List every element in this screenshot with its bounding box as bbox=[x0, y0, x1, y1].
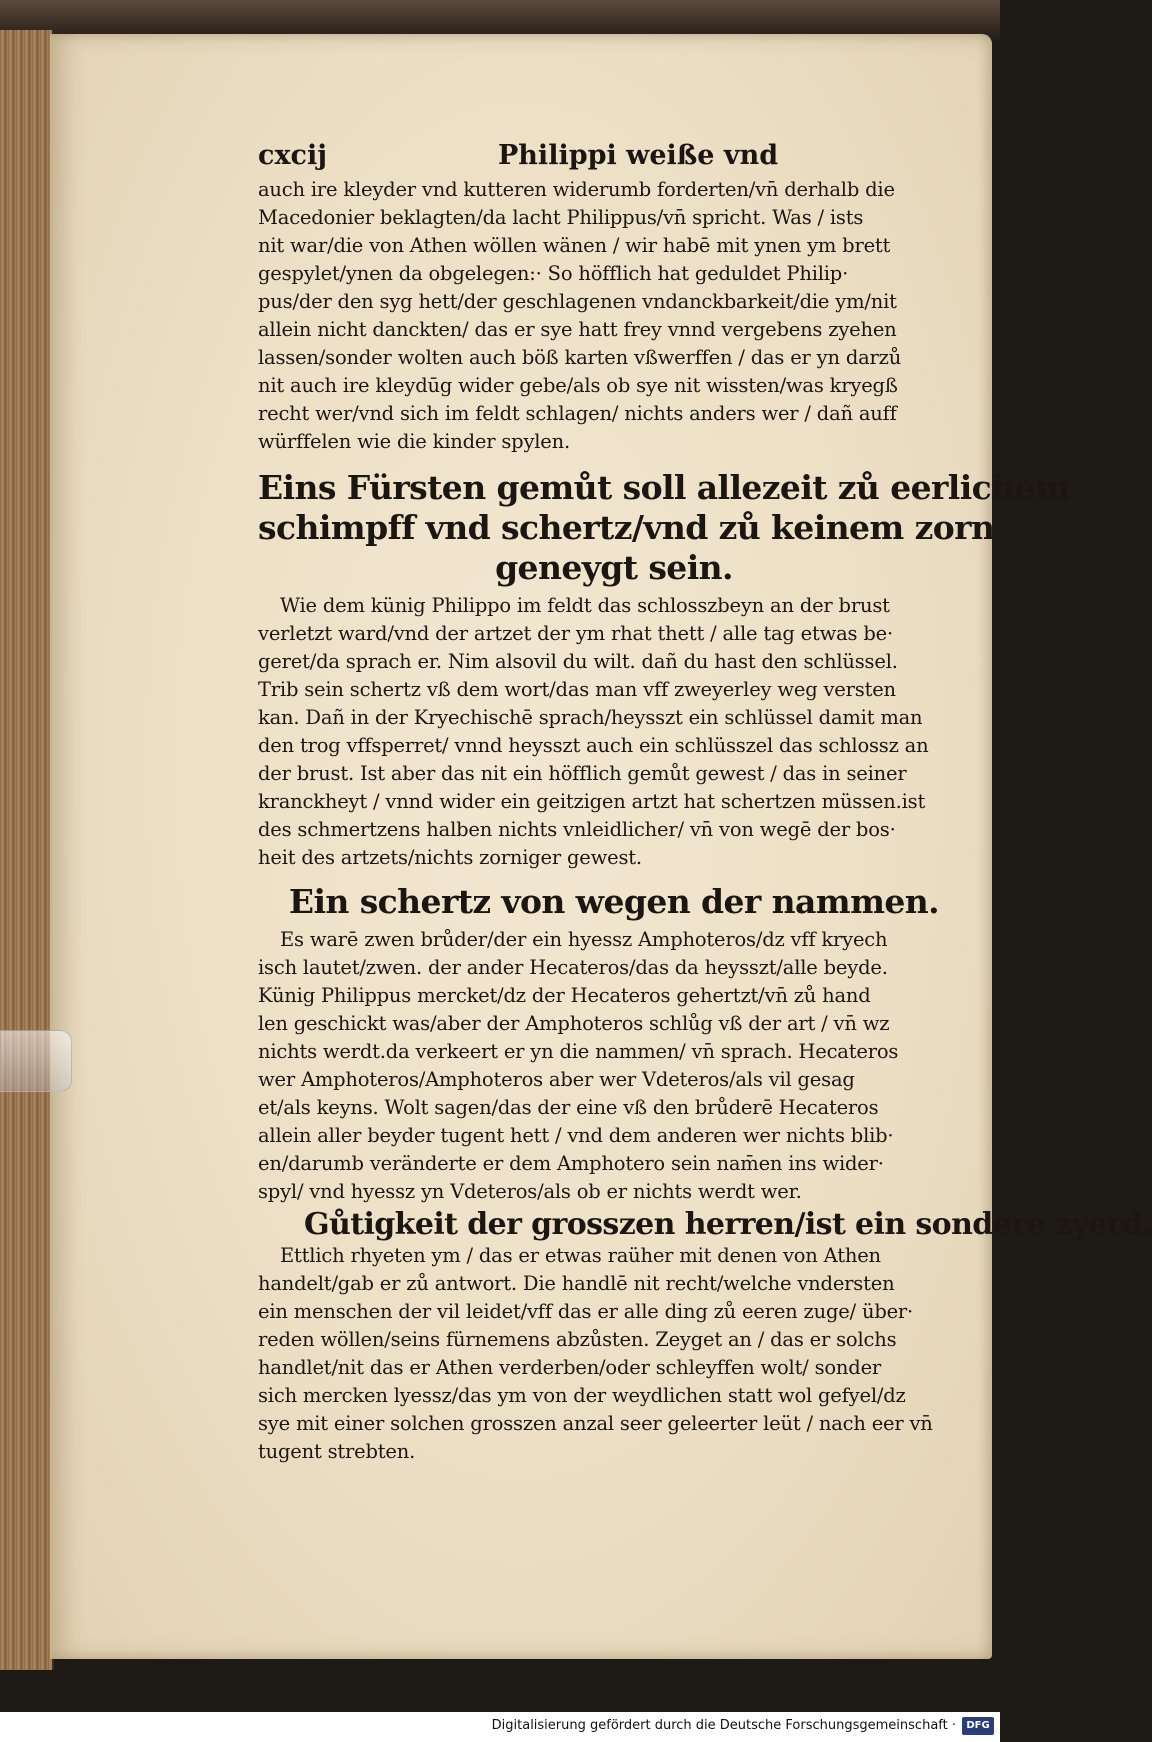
text-line: kranckheyt / vnnd wider ein geitzigen artzt hat schertzen müssen.ist bbox=[258, 790, 926, 813]
text-line: handelt/gab er zů antwort. Die handlē nit recht/welche vndersten bbox=[258, 1272, 895, 1295]
text-line: nit war/die von Athen wöllen wänen / wir habē mit ynen ym brett bbox=[258, 234, 891, 257]
text-line: Es warē zwen brůder/der ein hyessz Amphoteros/dz vff kryech bbox=[280, 928, 888, 951]
text-line: nichts werdt.da verkeert er yn die nammen/ vn̄ sprach. Hecateros bbox=[258, 1040, 899, 1063]
text-line: ein menschen der vil leidet/vff das er alle ding zů eeren zuge/ über· bbox=[258, 1300, 914, 1323]
dfg-logo-icon: DFG bbox=[962, 1717, 994, 1735]
text-line: Trib sein schertz vß dem wort/das man vff zweyerley weg versten bbox=[258, 678, 896, 701]
text-line: pus/der den syg hett/der geschlagenen vndanckbarkeit/die ym/nit bbox=[258, 290, 897, 313]
text-line: isch lautet/zwen. der ander Hecateros/das da heysszt/alle beyde. bbox=[258, 956, 888, 979]
text-line: kan. Dañ in der Kryechischē sprach/heysszt ein schlüssel damit man bbox=[258, 706, 923, 729]
text-line: gespylet/ynen da obgelegen:· So höfflich hat geduldet Philip· bbox=[258, 262, 849, 285]
text-line: reden wöllen/seins fürnemens abzůsten. Zeyget an / das er solchs bbox=[258, 1328, 897, 1351]
text-line: den trog vffsperret/ vnnd heysszt auch ein schlüsszel das schlossz an bbox=[258, 734, 929, 757]
text-line: sich mercken lyessz/das ym von der weydlichen statt wol gefyel/dz bbox=[258, 1384, 906, 1407]
section-heading: schimpff vnd schertz/vnd zů keinem zorn bbox=[258, 508, 995, 547]
digitization-footer bbox=[0, 1712, 1000, 1742]
text-line: en/darumb veränderte er dem Amphotero sein nam̄en ins wider· bbox=[258, 1152, 884, 1175]
text-line: geret/da sprach er. Nim alsovil du wilt. dañ du hast den schlüssel. bbox=[258, 650, 898, 673]
section-heading: Eins Fürsten gemůt soll allezeit zů eerlichem bbox=[258, 468, 1070, 507]
text-line: verletzt ward/vnd der artzet der ym rhat thett / alle tag etwas be· bbox=[258, 622, 893, 645]
bookmark-strip bbox=[0, 1030, 72, 1092]
text-line: allein nicht danckten/ das er sye hatt frey vnnd vergebens zyehen bbox=[258, 318, 897, 341]
text-line: spyl/ vnd hyessz yn Vdeteros/als ob er nichts werdt wer. bbox=[258, 1180, 802, 1203]
text-line: handlet/nit das er Athen verderben/oder schleyffen wolt/ sonder bbox=[258, 1356, 882, 1379]
text-line: des schmertzens halben nichts vnleidlicher/ vn̄ von wegē der bos· bbox=[258, 818, 896, 841]
text-line: der brust. Ist aber das nit ein höfflich gemůt gewest / das in seiner bbox=[258, 762, 907, 785]
text-line: allein aller beyder tugent hett / vnd dem anderen wer nichts blib· bbox=[258, 1124, 894, 1147]
text-line: Macedonier beklagten/da lacht Philippus/vn̄ spricht. Was / ists bbox=[258, 206, 864, 229]
text-line: len geschickt was/aber der Amphoteros schlůg vß der art / vn̄ wz bbox=[258, 1012, 890, 1035]
text-line: auch ire kleyder vnd kutteren widerumb forderten/vn̄ derhalb die bbox=[258, 178, 895, 201]
text-line: sye mit einer solchen grosszen anzal seer geleerter leüt / nach eer vn̄ bbox=[258, 1412, 933, 1435]
footer-credit: Digitalisierung gefördert durch die Deutsche Forschungsgemeinschaft · bbox=[491, 1718, 956, 1733]
text-line: wer Amphoteros/Amphoteros aber wer Vdeteros/als vil gesag bbox=[258, 1068, 855, 1091]
book-page-edges bbox=[0, 30, 54, 1670]
text-line: recht wer/vnd sich im feldt schlagen/ nichts anders wer / dañ auff bbox=[258, 402, 897, 425]
text-line: tugent strebten. bbox=[258, 1440, 416, 1463]
text-line: nit auch ire kleydūg wider gebe/als ob sye nit wissten/was kryegß bbox=[258, 374, 898, 397]
page-text bbox=[258, 140, 1152, 1466]
text-line: Ettlich rhyeten ym / das er etwas raüher mit denen von Athen bbox=[280, 1244, 881, 1267]
text-line: lassen/sonder wolten auch böß karten vßwerffen / das er yn darzů bbox=[258, 346, 902, 369]
text-line: et/als keyns. Wolt sagen/das der eine vß den brůderē Hecateros bbox=[258, 1096, 879, 1119]
running-head bbox=[258, 140, 970, 176]
text-line: heit des artzets/nichts zorniger gewest. bbox=[258, 846, 642, 869]
section-heading: Ein schertz von wegen der nammen. bbox=[288, 882, 940, 921]
running-title: Philippi weiße vnd bbox=[498, 140, 779, 171]
section-heading: Gůtigkeit der grosszen herren/ist ein sondere zyerd. bbox=[304, 1207, 1152, 1242]
text-line: Künig Philippus mercket/dz der Hecateros gehertzt/vn̄ zů hand bbox=[258, 984, 871, 1007]
text-line: würffelen wie die kinder spylen. bbox=[258, 430, 570, 453]
text-line: Wie dem künig Philippo im feldt das schlosszbeyn an der brust bbox=[280, 594, 890, 617]
folio-number: cxcij bbox=[258, 140, 328, 171]
section-heading: geneygt sein. bbox=[495, 548, 733, 587]
